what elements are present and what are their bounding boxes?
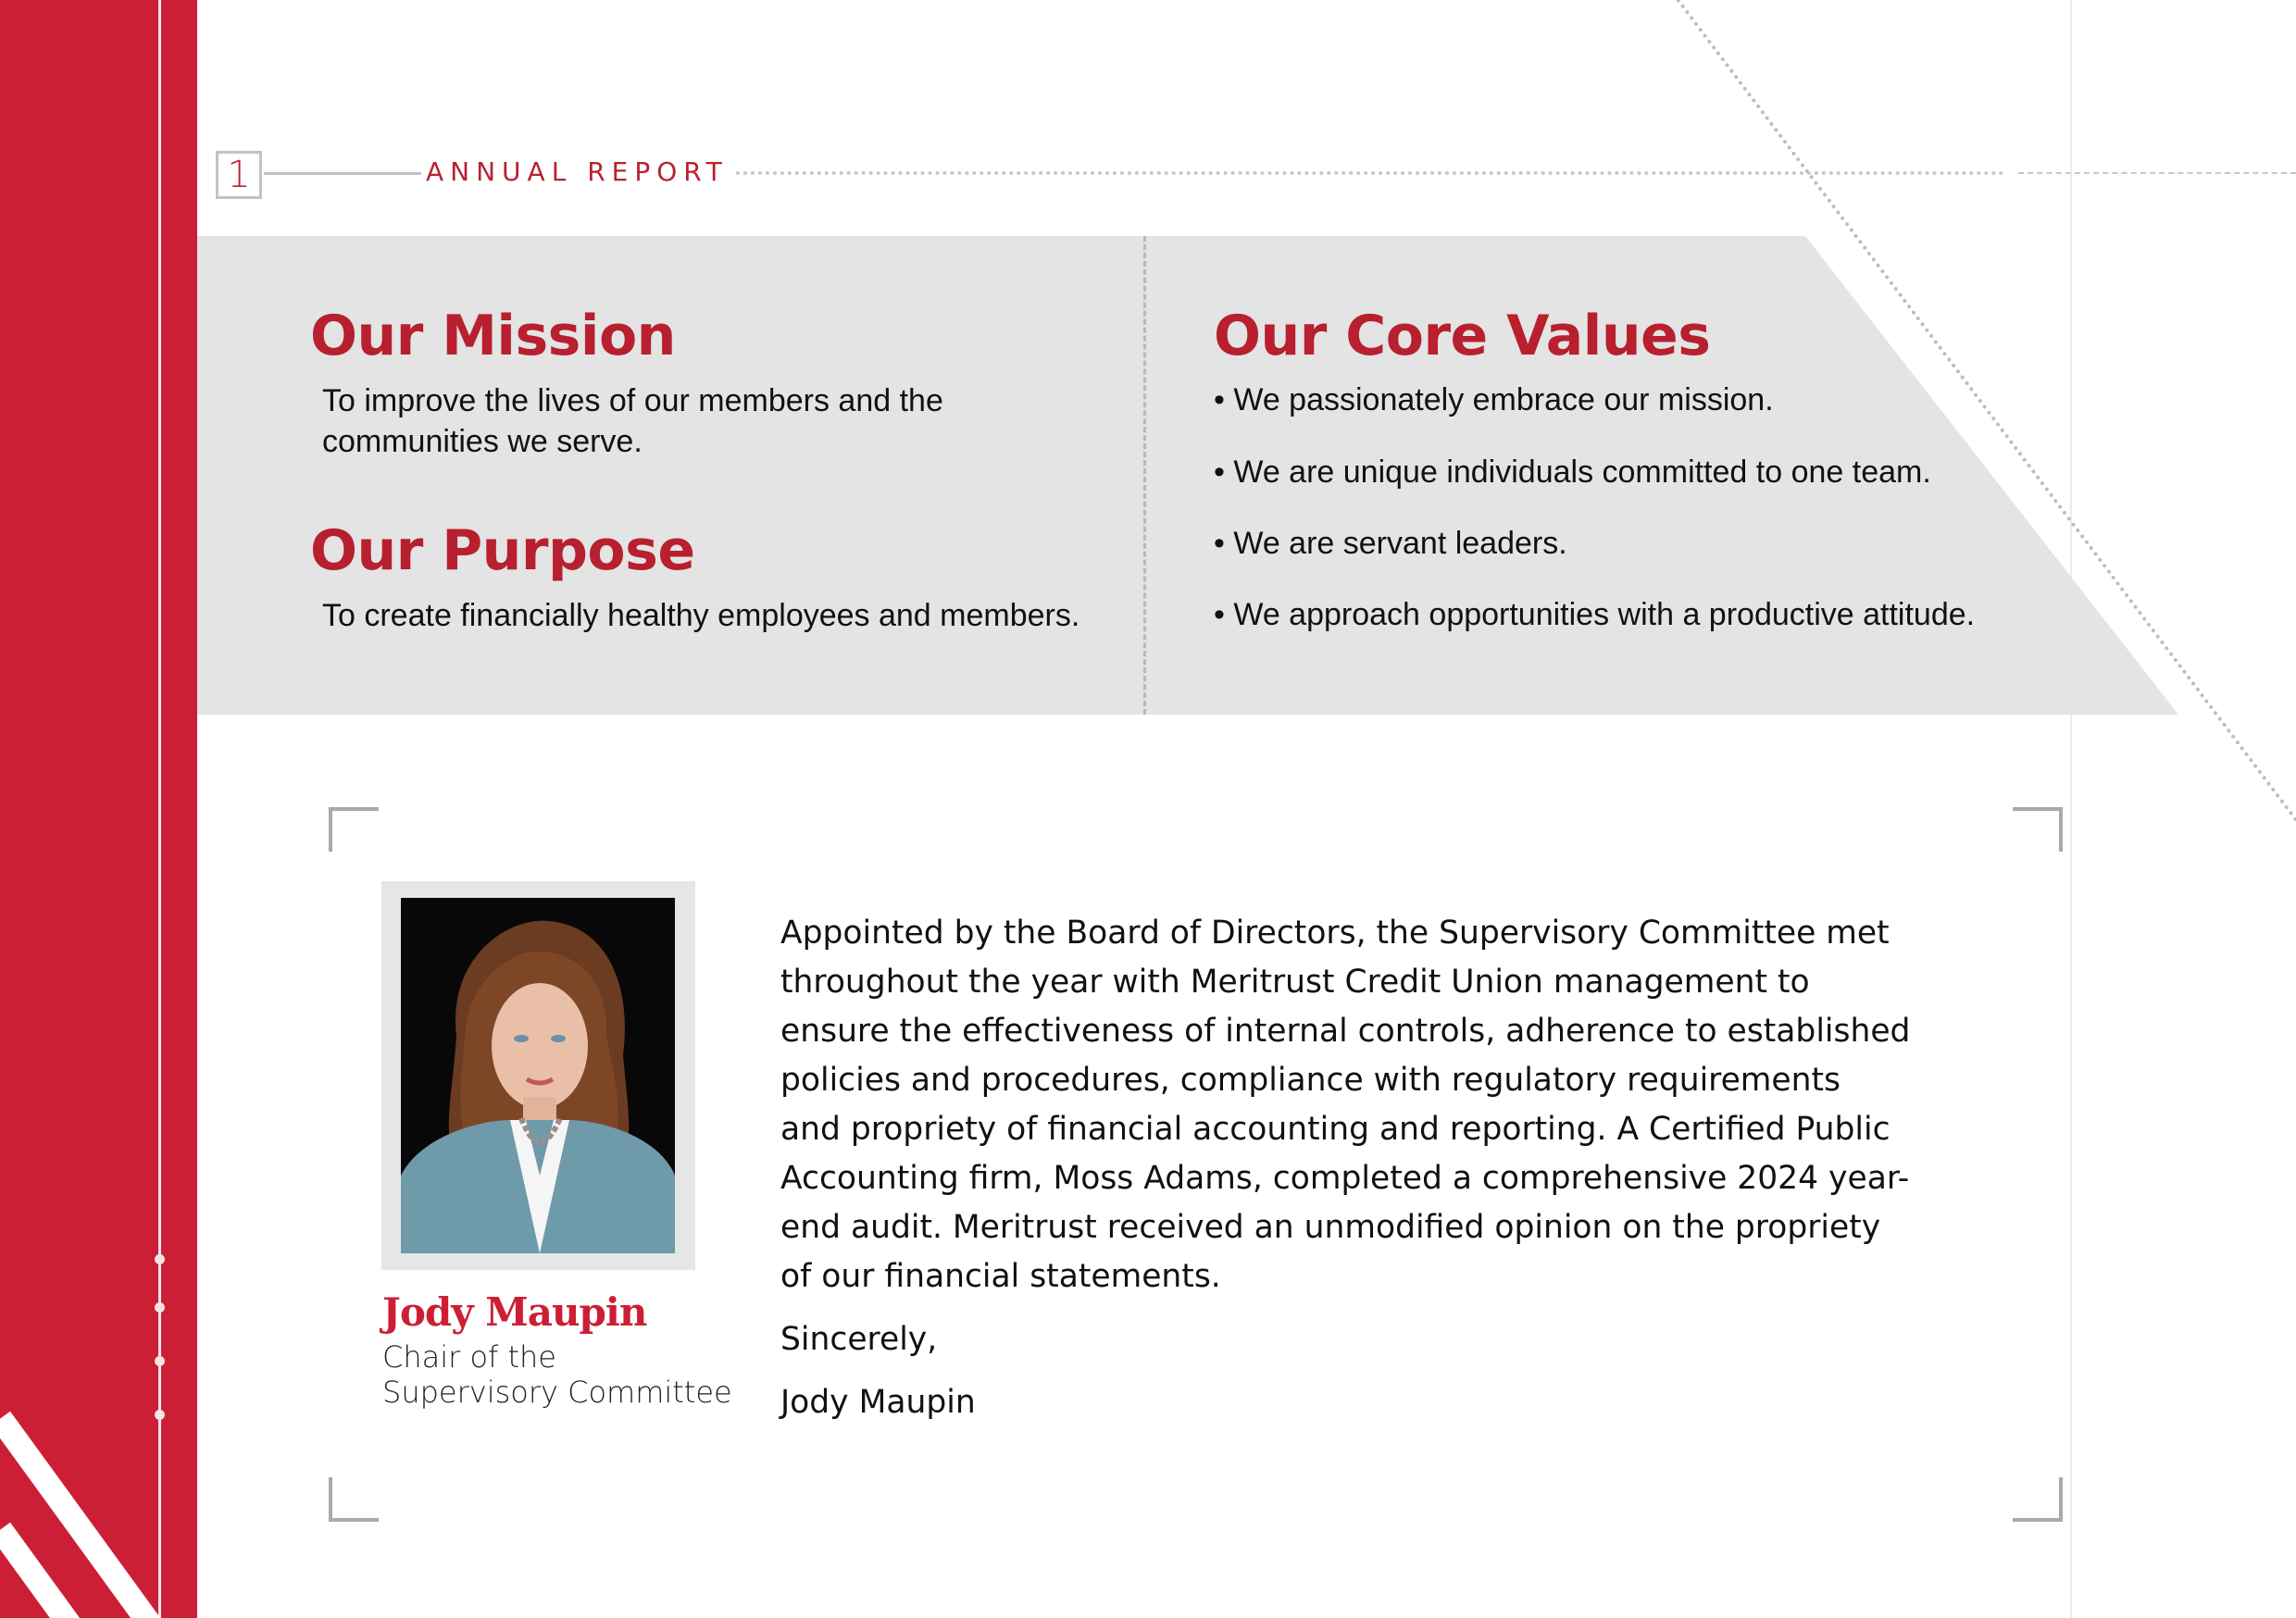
letter-line: Appointed by the Board of Directors, the Supervisory Committee met	[780, 915, 1890, 952]
letter-body	[780, 909, 2049, 1427]
header-rule	[264, 172, 421, 175]
mission-heading: Our Mission	[310, 304, 676, 368]
purpose-text: To create financially healthy employees and members.	[322, 598, 1080, 633]
document-title: ANNUAL REPORT	[426, 156, 729, 187]
decorative-dot	[155, 1410, 165, 1420]
portrait-photo	[401, 898, 675, 1253]
letter-line: of our financial statements.	[780, 1258, 1221, 1295]
portrait-frame	[381, 881, 695, 1270]
letter-signature: Jody Maupin	[780, 1384, 976, 1421]
mission-text	[322, 380, 943, 462]
mission-text-line: communities we serve.	[322, 424, 643, 459]
profile-name: Jody Maupin	[382, 1289, 647, 1335]
corner-bracket-top-right	[2013, 807, 2063, 852]
letter-line: end audit. Meritrust received an unmodified opinion on the propriety	[780, 1209, 1881, 1246]
letter-line: and propriety of financial accounting and reporting. A Certified Public	[780, 1111, 1890, 1148]
corner-bracket-bottom-left	[329, 1477, 379, 1522]
letter-line: Accounting firm, Moss Adams, completed a comprehensive 2024 year-	[780, 1160, 1910, 1197]
mission-text-line: To improve the lives of our members and the	[322, 383, 943, 418]
left-decorative-bar	[0, 0, 197, 1618]
letter-closing: Sincerely,	[780, 1321, 938, 1358]
page-guide-line	[2070, 0, 2072, 1618]
decorative-vertical-line	[158, 0, 161, 1618]
corner-bracket-top-left	[329, 807, 379, 852]
header-dashed-line	[2018, 172, 2296, 174]
profile-role-line: Supervisory Committee	[382, 1375, 732, 1410]
core-value-item: • We are servant leaders.	[1214, 526, 1567, 561]
profile-role-line: Chair of the	[382, 1339, 556, 1375]
decorative-dot	[155, 1356, 165, 1366]
core-value-item: • We approach opportunities with a productive attitude.	[1214, 597, 1976, 632]
core-value-item: • We are unique individuals committed to one team.	[1214, 454, 1931, 490]
header-dotted-line	[736, 171, 2004, 175]
letter-line: policies and procedures, compliance with regulatory requirements	[780, 1062, 1841, 1099]
core-value-item: • We passionately embrace our mission.	[1214, 382, 1774, 417]
portrait-illustration	[401, 898, 675, 1253]
letter-line: throughout the year with Meritrust Credit Union management to	[780, 964, 1810, 1001]
band-divider	[1143, 236, 1146, 715]
decorative-dot	[155, 1254, 165, 1264]
decorative-dot	[155, 1302, 165, 1313]
core-values-heading: Our Core Values	[1214, 304, 1711, 368]
page-number: 1	[216, 151, 262, 199]
corner-bracket-bottom-right	[2013, 1477, 2063, 1522]
letter-line: ensure the effectiveness of internal controls, adherence to established	[780, 1013, 1911, 1050]
purpose-heading: Our Purpose	[310, 518, 695, 583]
profile-role	[382, 1339, 732, 1410]
